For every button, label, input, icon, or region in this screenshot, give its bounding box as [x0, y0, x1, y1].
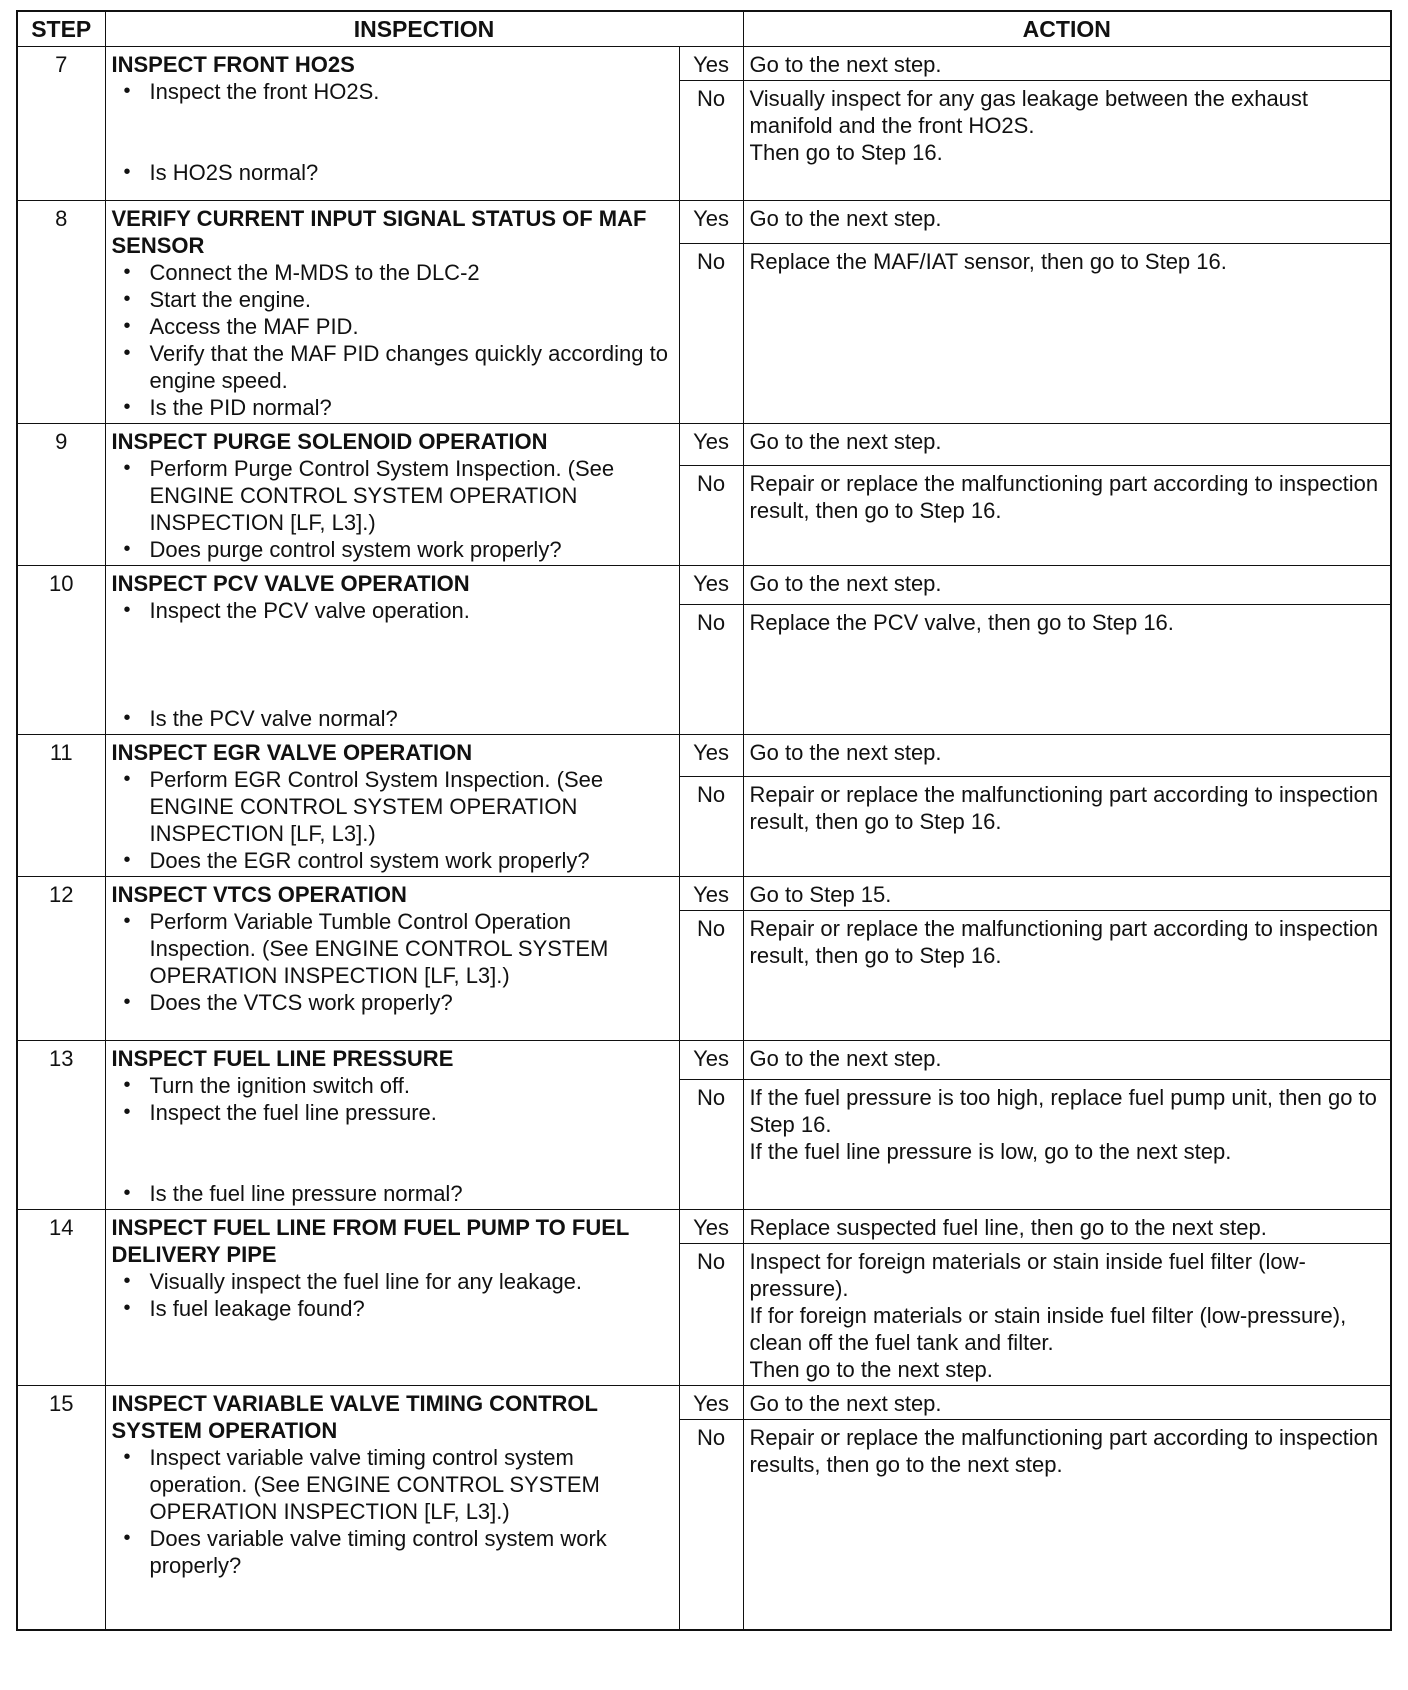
inspection-bullet-item: • Inspect the fuel line pressure.: [112, 1099, 673, 1126]
no-action-cell: [743, 466, 1391, 566]
no-action-text: Replace the MAF/IAT sensor, then go to Step 16.: [749, 249, 1227, 274]
no-action-cell: [743, 605, 1391, 735]
no-label: No: [679, 605, 743, 735]
inspection-bullet-list: [112, 597, 673, 732]
yes-action-cell: [743, 1210, 1391, 1244]
no-label: No: [679, 466, 743, 566]
step-row: [17, 424, 1391, 466]
inspection-bullet-item: • Is the fuel line pressure normal?: [112, 1180, 673, 1207]
no-action-text: Inspect for foreign materials or stain inside fuel filter (low-pressure).: [749, 1249, 1306, 1301]
inspection-title: INSPECT EGR VALVE OPERATION: [111, 740, 473, 765]
inspection-cell: [105, 1210, 679, 1386]
step-number: 8: [17, 201, 105, 424]
inspection-cell: [105, 735, 679, 877]
no-action-text: Then go to the next step.: [749, 1357, 993, 1382]
step-row: [17, 1386, 1391, 1420]
yes-label: Yes: [679, 566, 743, 605]
inspection-title: INSPECT VARIABLE VALVE TIMING CONTROL SYSTEM OPERATION: [111, 1391, 598, 1443]
inspection-bullet-list: [112, 908, 673, 1016]
inspection-bullet-list: [112, 259, 673, 421]
table-header-row: [17, 11, 1391, 47]
step-row: [17, 735, 1391, 777]
step-number: 15: [17, 1386, 105, 1630]
yes-action-text: Go to the next step.: [749, 52, 942, 77]
yes-action-text: Go to Step 15.: [749, 882, 892, 907]
list-spacer: [112, 132, 673, 159]
yes-action-text: Go to the next step.: [749, 571, 942, 596]
inspection-bullet-item: • Perform Purge Control System Inspection. (See ENGINE CONTROL SYSTEM OPERATION INSPECTION [LF, L3].): [112, 455, 673, 536]
inspection-bullet-item: • Is the PID normal?: [112, 394, 673, 421]
inspection-column-header: INSPECTION: [105, 11, 743, 47]
inspection-bullet-item: • Verify that the MAF PID changes quickly according to engine speed.: [112, 340, 673, 394]
no-action-text: Repair or replace the malfunctioning part according to inspection result, then go to Step 16.: [749, 916, 1379, 968]
yes-label: Yes: [679, 424, 743, 466]
no-action-text: Replace the PCV valve, then go to Step 16.: [749, 610, 1174, 635]
inspection-cell: [105, 1386, 679, 1630]
step-row: [17, 1210, 1391, 1244]
no-action-cell: [743, 911, 1391, 1041]
list-spacer: [112, 1153, 673, 1180]
step-row: [17, 877, 1391, 911]
no-action-text: Visually inspect for any gas leakage between the exhaust manifold and the front HO2S.: [749, 86, 1309, 138]
yes-action-cell: [743, 1386, 1391, 1420]
inspection-cell: [105, 424, 679, 566]
yes-action-cell: [743, 47, 1391, 81]
inspection-bullet-item: • Inspect variable valve timing control system operation. (See ENGINE CONTROL SYSTEM OPERATION INSPECTION [LF, L3].): [112, 1444, 673, 1525]
inspection-bullet-item: • Is HO2S normal?: [112, 159, 673, 186]
yes-action-text: Replace suspected fuel line, then go to the next step.: [749, 1215, 1267, 1240]
yes-action-cell: [743, 735, 1391, 777]
inspection-title: INSPECT PCV VALVE OPERATION: [111, 571, 470, 596]
no-action-cell: [743, 1244, 1391, 1386]
no-action-cell: [743, 81, 1391, 201]
inspection-cell: [105, 877, 679, 1041]
no-label: No: [679, 1080, 743, 1210]
yes-action-text: Go to the next step.: [749, 1046, 942, 1071]
inspection-title: INSPECT FRONT HO2S: [111, 52, 355, 77]
inspection-bullet-item: • Does purge control system work properly?: [112, 536, 673, 563]
inspection-bullet-item: • Is the PCV valve normal?: [112, 705, 673, 732]
inspection-bullet-list: [112, 78, 673, 186]
step-row: [17, 47, 1391, 81]
list-spacer: [112, 624, 673, 651]
action-column-header: ACTION: [743, 11, 1391, 47]
no-action-text: If the fuel pressure is too high, replace fuel pump unit, then go to Step 16.: [749, 1085, 1377, 1137]
step-row: [17, 201, 1391, 244]
inspection-cell: [105, 1041, 679, 1210]
no-action-text: If the fuel line pressure is low, go to the next step.: [749, 1139, 1232, 1164]
step-number: 7: [17, 47, 105, 201]
no-action-text: Then go to Step 16.: [749, 140, 943, 165]
no-action-cell: [743, 1420, 1391, 1630]
inspection-table: [16, 10, 1392, 1631]
inspection-bullet-item: • Inspect the PCV valve operation.: [112, 597, 673, 624]
inspection-bullet-item: • Does the EGR control system work properly?: [112, 847, 673, 874]
inspection-bullet-list: [112, 1072, 673, 1207]
yes-action-text: Go to the next step.: [749, 206, 942, 231]
inspection-bullet-item: • Connect the M-MDS to the DLC-2: [112, 259, 673, 286]
yes-label: Yes: [679, 47, 743, 81]
inspection-bullet-item: • Is fuel leakage found?: [112, 1295, 673, 1322]
inspection-title: INSPECT VTCS OPERATION: [111, 882, 407, 907]
yes-action-text: Go to the next step.: [749, 429, 942, 454]
no-action-text: Repair or replace the malfunctioning part according to inspection result, then go to Step 16.: [749, 782, 1379, 834]
step-number: 9: [17, 424, 105, 566]
yes-label: Yes: [679, 735, 743, 777]
inspection-bullet-list: [112, 766, 673, 874]
inspection-bullet-item: • Perform EGR Control System Inspection. (See ENGINE CONTROL SYSTEM OPERATION INSPECTION [LF, L3].): [112, 766, 673, 847]
inspection-bullet-item: • Visually inspect the fuel line for any leakage.: [112, 1268, 673, 1295]
inspection-title: INSPECT PURGE SOLENOID OPERATION: [111, 429, 548, 454]
inspection-bullet-item: • Does variable valve timing control system work properly?: [112, 1525, 673, 1579]
yes-label: Yes: [679, 201, 743, 244]
inspection-cell: [105, 566, 679, 735]
yes-label: Yes: [679, 1386, 743, 1420]
inspection-bullet-item: • Does the VTCS work properly?: [112, 989, 673, 1016]
no-action-cell: [743, 244, 1391, 424]
no-action-text: Repair or replace the malfunctioning part according to inspection result, then go to Step 16.: [749, 471, 1379, 523]
no-label: No: [679, 1244, 743, 1386]
inspection-bullet-item: • Turn the ignition switch off.: [112, 1072, 673, 1099]
inspection-title: VERIFY CURRENT INPUT SIGNAL STATUS OF MAF SENSOR: [111, 206, 647, 258]
list-spacer: [112, 1126, 673, 1153]
inspection-title: INSPECT FUEL LINE PRESSURE: [111, 1046, 454, 1071]
yes-action-cell: [743, 424, 1391, 466]
no-action-text: Repair or replace the malfunctioning part according to inspection results, then go to the next step.: [749, 1425, 1379, 1477]
no-action-cell: [743, 777, 1391, 877]
inspection-cell: [105, 47, 679, 201]
yes-action-cell: [743, 877, 1391, 911]
step-number: 13: [17, 1041, 105, 1210]
yes-label: Yes: [679, 877, 743, 911]
inspection-bullet-list: [112, 455, 673, 563]
no-label: No: [679, 244, 743, 424]
no-action-cell: [743, 1080, 1391, 1210]
inspection-bullet-item: • Perform Variable Tumble Control Operation Inspection. (See ENGINE CONTROL SYSTEM OPERATION INSPECTION [LF, L3].): [112, 908, 673, 989]
yes-action-cell: [743, 201, 1391, 244]
inspection-bullet-item: • Access the MAF PID.: [112, 313, 673, 340]
yes-label: Yes: [679, 1210, 743, 1244]
no-label: No: [679, 1420, 743, 1630]
step-number: 11: [17, 735, 105, 877]
procedure-document: [16, 10, 1390, 1631]
inspection-bullet-list: [112, 1444, 673, 1579]
list-spacer: [112, 651, 673, 678]
yes-label: Yes: [679, 1041, 743, 1080]
list-spacer: [112, 678, 673, 705]
inspection-bullet-list: [112, 1268, 673, 1322]
inspection-title: INSPECT FUEL LINE FROM FUEL PUMP TO FUEL DELIVERY PIPE: [111, 1215, 629, 1267]
yes-action-text: Go to the next step.: [749, 1391, 942, 1416]
no-action-text: If for foreign materials or stain inside fuel filter (low-pressure), clean off the fuel tank and filter.: [749, 1303, 1347, 1355]
yes-action-text: Go to the next step.: [749, 740, 942, 765]
step-column-header: STEP: [17, 11, 105, 47]
inspection-bullet-item: • Inspect the front HO2S.: [112, 78, 673, 105]
no-label: No: [679, 911, 743, 1041]
step-row: [17, 566, 1391, 605]
inspection-cell: [105, 201, 679, 424]
yes-action-cell: [743, 566, 1391, 605]
no-label: No: [679, 81, 743, 201]
step-number: 12: [17, 877, 105, 1041]
step-number: 14: [17, 1210, 105, 1386]
step-number: 10: [17, 566, 105, 735]
step-row: [17, 1041, 1391, 1080]
yes-action-cell: [743, 1041, 1391, 1080]
no-label: No: [679, 777, 743, 877]
list-spacer: [112, 105, 673, 132]
inspection-bullet-item: • Start the engine.: [112, 286, 673, 313]
